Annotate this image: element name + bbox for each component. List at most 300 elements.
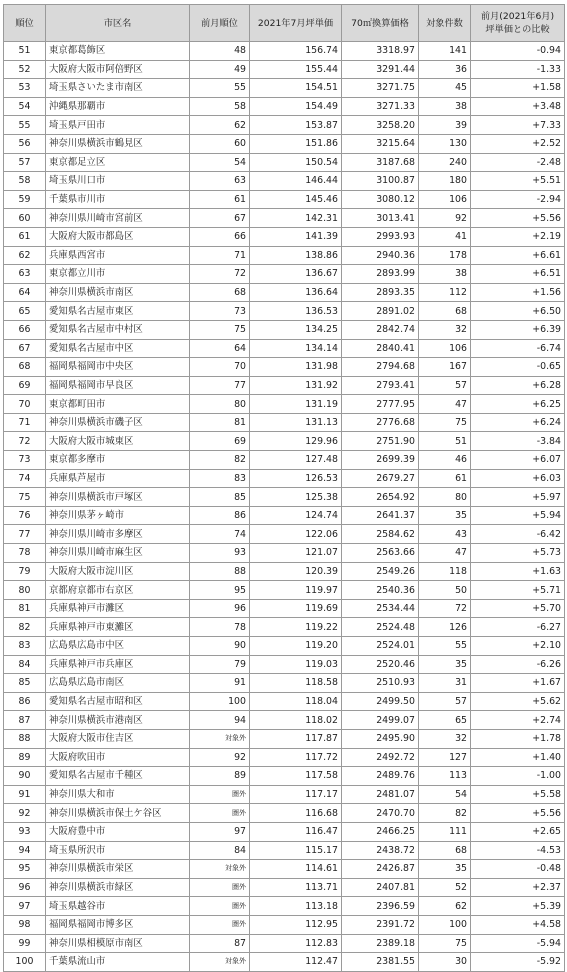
header-70m2-price[interactable]: 70㎡換算価格 (342, 5, 419, 42)
cell-rank: 64 (4, 283, 46, 302)
header-compare[interactable] (471, 5, 565, 42)
cell-prev-rank: 87 (190, 934, 250, 953)
cell-rank: 99 (4, 934, 46, 953)
cell-price: 118.02 (250, 711, 342, 730)
cell-count: 75 (419, 934, 471, 953)
table-row (4, 897, 565, 916)
cell-prev-rank: 圏外 (190, 785, 250, 804)
cell-prev-rank: 95 (190, 581, 250, 600)
cell-prev-rank: 対象外 (190, 953, 250, 972)
cell-count: 57 (419, 692, 471, 711)
cell-price: 131.98 (250, 358, 342, 377)
cell-rank: 72 (4, 432, 46, 451)
table-row (4, 544, 565, 563)
cell-rank: 68 (4, 358, 46, 377)
cell-70m2-price: 2699.39 (342, 451, 419, 470)
cell-count: 30 (419, 953, 471, 972)
cell-compare: -6.26 (471, 655, 565, 674)
cell-70m2-price: 3291.44 (342, 60, 419, 79)
cell-prev-rank: 61 (190, 190, 250, 209)
cell-prev-rank: 93 (190, 544, 250, 563)
cell-city: 福岡県福岡市博多区 (46, 915, 190, 934)
cell-price: 146.44 (250, 172, 342, 191)
cell-70m2-price: 2481.07 (342, 785, 419, 804)
cell-price: 124.74 (250, 506, 342, 525)
cell-70m2-price: 2641.37 (342, 506, 419, 525)
cell-70m2-price: 3258.20 (342, 116, 419, 135)
cell-city: 神奈川県横浜市栄区 (46, 860, 190, 879)
cell-city: 兵庫県神戸市灘区 (46, 599, 190, 618)
cell-count: 68 (419, 302, 471, 321)
cell-compare: -0.94 (471, 42, 565, 61)
cell-city: 兵庫県西宮市 (46, 246, 190, 265)
cell-compare: +5.70 (471, 599, 565, 618)
table-row (4, 841, 565, 860)
cell-count: 141 (419, 42, 471, 61)
table-row (4, 190, 565, 209)
cell-rank: 54 (4, 97, 46, 116)
cell-rank: 98 (4, 915, 46, 934)
cell-count: 35 (419, 655, 471, 674)
cell-count: 45 (419, 79, 471, 98)
cell-70m2-price: 2381.55 (342, 953, 419, 972)
cell-rank: 78 (4, 544, 46, 563)
cell-compare: +2.10 (471, 637, 565, 656)
cell-city: 神奈川県川崎市宮前区 (46, 209, 190, 228)
cell-city: 沖縄県那覇市 (46, 97, 190, 116)
cell-prev-rank: 55 (190, 79, 250, 98)
cell-70m2-price: 2993.93 (342, 227, 419, 246)
cell-count: 35 (419, 506, 471, 525)
cell-compare: -0.65 (471, 358, 565, 377)
cell-price: 115.17 (250, 841, 342, 860)
header-row (4, 5, 565, 42)
cell-rank: 61 (4, 227, 46, 246)
cell-rank: 87 (4, 711, 46, 730)
cell-count: 46 (419, 451, 471, 470)
cell-70m2-price: 2510.93 (342, 674, 419, 693)
cell-prev-rank: 91 (190, 674, 250, 693)
cell-compare: +2.19 (471, 227, 565, 246)
table-row (4, 79, 565, 98)
cell-rank: 73 (4, 451, 46, 470)
cell-count: 80 (419, 488, 471, 507)
cell-price: 122.06 (250, 525, 342, 544)
cell-count: 113 (419, 767, 471, 786)
table-row (4, 822, 565, 841)
table-row (4, 265, 565, 284)
cell-price: 153.87 (250, 116, 342, 135)
cell-70m2-price: 3100.87 (342, 172, 419, 191)
cell-rank: 57 (4, 153, 46, 172)
header-city[interactable]: 市区名 (46, 5, 190, 42)
cell-compare: -1.33 (471, 60, 565, 79)
cell-count: 52 (419, 878, 471, 897)
cell-count: 35 (419, 860, 471, 879)
cell-prev-rank: 圏外 (190, 915, 250, 934)
cell-city: 福岡県福岡市早良区 (46, 376, 190, 395)
cell-compare: +5.97 (471, 488, 565, 507)
cell-70m2-price: 2751.90 (342, 432, 419, 451)
cell-70m2-price: 2840.41 (342, 339, 419, 358)
cell-count: 61 (419, 469, 471, 488)
cell-rank: 86 (4, 692, 46, 711)
table-row (4, 488, 565, 507)
cell-city: 神奈川県川崎市多摩区 (46, 525, 190, 544)
cell-price: 119.20 (250, 637, 342, 656)
table-row (4, 729, 565, 748)
cell-prev-rank: 79 (190, 655, 250, 674)
table-row (4, 60, 565, 79)
cell-70m2-price: 2549.26 (342, 562, 419, 581)
cell-count: 41 (419, 227, 471, 246)
cell-compare: -2.94 (471, 190, 565, 209)
cell-70m2-price: 3318.97 (342, 42, 419, 61)
cell-price: 117.72 (250, 748, 342, 767)
cell-count: 36 (419, 60, 471, 79)
cell-price: 112.83 (250, 934, 342, 953)
cell-compare: -1.00 (471, 767, 565, 786)
cell-price: 151.86 (250, 134, 342, 153)
cell-count: 130 (419, 134, 471, 153)
table-row (4, 358, 565, 377)
cell-compare: +5.73 (471, 544, 565, 563)
cell-prev-rank: 89 (190, 767, 250, 786)
cell-prev-rank: 75 (190, 320, 250, 339)
cell-prev-rank: 60 (190, 134, 250, 153)
cell-prev-rank: 68 (190, 283, 250, 302)
cell-city: 兵庫県神戸市兵庫区 (46, 655, 190, 674)
cell-prev-rank: 67 (190, 209, 250, 228)
cell-compare: +3.48 (471, 97, 565, 116)
cell-city: 東京都多摩市 (46, 451, 190, 470)
cell-prev-rank: 69 (190, 432, 250, 451)
cell-compare: +1.63 (471, 562, 565, 581)
cell-70m2-price: 3013.41 (342, 209, 419, 228)
cell-70m2-price: 2499.07 (342, 711, 419, 730)
cell-prev-rank: 88 (190, 562, 250, 581)
cell-rank: 63 (4, 265, 46, 284)
cell-count: 50 (419, 581, 471, 600)
table-row (4, 525, 565, 544)
cell-price: 118.58 (250, 674, 342, 693)
cell-city: 東京都立川市 (46, 265, 190, 284)
table-row (4, 711, 565, 730)
cell-price: 125.38 (250, 488, 342, 507)
cell-rank: 96 (4, 878, 46, 897)
cell-price: 119.22 (250, 618, 342, 637)
cell-city: 千葉県流山市 (46, 953, 190, 972)
cell-70m2-price: 2842.74 (342, 320, 419, 339)
cell-rank: 71 (4, 413, 46, 432)
cell-city: 大阪府大阪市住吉区 (46, 729, 190, 748)
cell-70m2-price: 3271.75 (342, 79, 419, 98)
table-row (4, 767, 565, 786)
cell-prev-rank: 96 (190, 599, 250, 618)
cell-city: 埼玉県戸田市 (46, 116, 190, 135)
cell-compare: +5.58 (471, 785, 565, 804)
cell-price: 120.39 (250, 562, 342, 581)
cell-city: 神奈川県大和市 (46, 785, 190, 804)
cell-prev-rank: 94 (190, 711, 250, 730)
cell-price: 117.58 (250, 767, 342, 786)
cell-count: 92 (419, 209, 471, 228)
cell-70m2-price: 2534.44 (342, 599, 419, 618)
cell-count: 75 (419, 413, 471, 432)
cell-price: 113.18 (250, 897, 342, 916)
cell-compare: +5.62 (471, 692, 565, 711)
cell-count: 106 (419, 339, 471, 358)
table-row (4, 227, 565, 246)
cell-compare: +5.51 (471, 172, 565, 191)
cell-prev-rank: 72 (190, 265, 250, 284)
cell-prev-rank: 74 (190, 525, 250, 544)
cell-rank: 51 (4, 42, 46, 61)
cell-rank: 77 (4, 525, 46, 544)
cell-70m2-price: 2492.72 (342, 748, 419, 767)
cell-compare: +5.71 (471, 581, 565, 600)
header-prev-rank[interactable]: 前月順位 (190, 5, 250, 42)
cell-compare: -5.92 (471, 953, 565, 972)
cell-count: 47 (419, 395, 471, 414)
cell-70m2-price: 2495.90 (342, 729, 419, 748)
cell-compare: +5.56 (471, 804, 565, 823)
cell-city: 大阪府吹田市 (46, 748, 190, 767)
cell-compare: +5.39 (471, 897, 565, 916)
cell-70m2-price: 3271.33 (342, 97, 419, 116)
cell-prev-rank: 71 (190, 246, 250, 265)
cell-city: 神奈川県相模原市南区 (46, 934, 190, 953)
cell-70m2-price: 2466.25 (342, 822, 419, 841)
cell-rank: 90 (4, 767, 46, 786)
cell-prev-rank: 100 (190, 692, 250, 711)
cell-city: 神奈川県横浜市磯子区 (46, 413, 190, 432)
cell-count: 32 (419, 729, 471, 748)
cell-compare: -5.94 (471, 934, 565, 953)
cell-compare: -6.27 (471, 618, 565, 637)
cell-70m2-price: 2396.59 (342, 897, 419, 916)
cell-70m2-price: 2893.99 (342, 265, 419, 284)
cell-prev-rank: 66 (190, 227, 250, 246)
cell-price: 136.53 (250, 302, 342, 321)
cell-city: 大阪府豊中市 (46, 822, 190, 841)
cell-prev-rank: 84 (190, 841, 250, 860)
cell-70m2-price: 2524.48 (342, 618, 419, 637)
table-row (4, 413, 565, 432)
cell-70m2-price: 2776.68 (342, 413, 419, 432)
cell-count: 31 (419, 674, 471, 693)
cell-city: 東京都町田市 (46, 395, 190, 414)
cell-rank: 62 (4, 246, 46, 265)
cell-price: 131.19 (250, 395, 342, 414)
cell-prev-rank: 73 (190, 302, 250, 321)
cell-prev-rank: 49 (190, 60, 250, 79)
cell-price: 126.53 (250, 469, 342, 488)
cell-compare: -3.84 (471, 432, 565, 451)
cell-rank: 70 (4, 395, 46, 414)
cell-price: 134.25 (250, 320, 342, 339)
cell-count: 82 (419, 804, 471, 823)
cell-city: 東京都葛飾区 (46, 42, 190, 61)
cell-count: 112 (419, 283, 471, 302)
cell-city: 神奈川県川崎市麻生区 (46, 544, 190, 563)
cell-compare: +6.24 (471, 413, 565, 432)
table-row (4, 915, 565, 934)
cell-rank: 92 (4, 804, 46, 823)
cell-price: 136.67 (250, 265, 342, 284)
cell-city: 神奈川県横浜市保土ケ谷区 (46, 804, 190, 823)
cell-rank: 97 (4, 897, 46, 916)
cell-prev-rank: 90 (190, 637, 250, 656)
cell-rank: 65 (4, 302, 46, 321)
cell-count: 43 (419, 525, 471, 544)
cell-city: 神奈川県横浜市戸塚区 (46, 488, 190, 507)
cell-price: 136.64 (250, 283, 342, 302)
cell-count: 126 (419, 618, 471, 637)
cell-70m2-price: 2794.68 (342, 358, 419, 377)
cell-compare: +6.03 (471, 469, 565, 488)
cell-count: 167 (419, 358, 471, 377)
cell-count: 240 (419, 153, 471, 172)
header-rank[interactable]: 順位 (4, 5, 46, 42)
cell-price: 127.48 (250, 451, 342, 470)
cell-compare: +6.50 (471, 302, 565, 321)
table-row (4, 599, 565, 618)
cell-prev-rank: 圏外 (190, 897, 250, 916)
cell-70m2-price: 2407.81 (342, 878, 419, 897)
table-row (4, 320, 565, 339)
cell-compare: +6.61 (471, 246, 565, 265)
table-row (4, 637, 565, 656)
table-row (4, 618, 565, 637)
cell-compare: +5.56 (471, 209, 565, 228)
cell-compare: -6.42 (471, 525, 565, 544)
header-price[interactable]: 2021年7月坪単価 (250, 5, 342, 42)
cell-price: 142.31 (250, 209, 342, 228)
cell-prev-rank: 82 (190, 451, 250, 470)
cell-rank: 67 (4, 339, 46, 358)
cell-count: 57 (419, 376, 471, 395)
cell-70m2-price: 2524.01 (342, 637, 419, 656)
table-row (4, 562, 565, 581)
cell-price: 154.51 (250, 79, 342, 98)
cell-compare: +6.39 (471, 320, 565, 339)
cell-price: 117.87 (250, 729, 342, 748)
cell-rank: 76 (4, 506, 46, 525)
cell-count: 54 (419, 785, 471, 804)
cell-city: 千葉県市川市 (46, 190, 190, 209)
cell-count: 178 (419, 246, 471, 265)
cell-rank: 58 (4, 172, 46, 191)
cell-rank: 82 (4, 618, 46, 637)
cell-city: 愛知県名古屋市中村区 (46, 320, 190, 339)
cell-rank: 100 (4, 953, 46, 972)
cell-price: 119.97 (250, 581, 342, 600)
cell-70m2-price: 2940.36 (342, 246, 419, 265)
cell-city: 広島県広島市中区 (46, 637, 190, 656)
cell-price: 138.86 (250, 246, 342, 265)
table-row (4, 451, 565, 470)
table-row (4, 860, 565, 879)
cell-count: 32 (419, 320, 471, 339)
cell-count: 38 (419, 265, 471, 284)
header-compare-line2: 坪単価との比較 (485, 24, 550, 35)
cell-count: 72 (419, 599, 471, 618)
cell-city: 神奈川県横浜市緑区 (46, 878, 190, 897)
cell-70m2-price: 2893.35 (342, 283, 419, 302)
cell-prev-rank: 62 (190, 116, 250, 135)
table-body (4, 42, 565, 972)
cell-count: 55 (419, 637, 471, 656)
cell-compare: +2.65 (471, 822, 565, 841)
table-row (4, 134, 565, 153)
cell-city: 福岡県福岡市中央区 (46, 358, 190, 377)
cell-prev-rank: 78 (190, 618, 250, 637)
cell-city: 大阪府大阪市淀川区 (46, 562, 190, 581)
cell-rank: 85 (4, 674, 46, 693)
cell-city: 愛知県名古屋市千種区 (46, 767, 190, 786)
table-row (4, 953, 565, 972)
table-row (4, 934, 565, 953)
cell-70m2-price: 2793.41 (342, 376, 419, 395)
cell-price: 131.92 (250, 376, 342, 395)
cell-compare: +6.07 (471, 451, 565, 470)
cell-rank: 69 (4, 376, 46, 395)
cell-prev-rank: 83 (190, 469, 250, 488)
table-row (4, 97, 565, 116)
cell-70m2-price: 2438.72 (342, 841, 419, 860)
cell-prev-rank: 92 (190, 748, 250, 767)
cell-count: 39 (419, 116, 471, 135)
cell-70m2-price: 2777.95 (342, 395, 419, 414)
table-row (4, 339, 565, 358)
cell-price: 118.04 (250, 692, 342, 711)
table-row (4, 395, 565, 414)
cell-rank: 55 (4, 116, 46, 135)
cell-rank: 53 (4, 79, 46, 98)
cell-compare: +6.51 (471, 265, 565, 284)
cell-count: 38 (419, 97, 471, 116)
cell-rank: 84 (4, 655, 46, 674)
cell-price: 116.47 (250, 822, 342, 841)
ranking-table (3, 4, 565, 972)
cell-70m2-price: 2489.76 (342, 767, 419, 786)
cell-price: 156.74 (250, 42, 342, 61)
cell-rank: 94 (4, 841, 46, 860)
cell-city: 埼玉県所沢市 (46, 841, 190, 860)
cell-price: 150.54 (250, 153, 342, 172)
cell-city: 広島県広島市南区 (46, 674, 190, 693)
table-row (4, 804, 565, 823)
cell-rank: 74 (4, 469, 46, 488)
cell-rank: 66 (4, 320, 46, 339)
cell-rank: 75 (4, 488, 46, 507)
cell-price: 119.03 (250, 655, 342, 674)
cell-70m2-price: 2584.62 (342, 525, 419, 544)
cell-prev-rank: 対象外 (190, 729, 250, 748)
cell-count: 68 (419, 841, 471, 860)
cell-compare: +7.33 (471, 116, 565, 135)
cell-price: 113.71 (250, 878, 342, 897)
header-count[interactable]: 対象件数 (419, 5, 471, 42)
cell-compare: +1.78 (471, 729, 565, 748)
cell-prev-rank: 圏外 (190, 804, 250, 823)
cell-count: 118 (419, 562, 471, 581)
cell-price: 145.46 (250, 190, 342, 209)
table-row (4, 878, 565, 897)
cell-rank: 56 (4, 134, 46, 153)
cell-compare: -6.74 (471, 339, 565, 358)
